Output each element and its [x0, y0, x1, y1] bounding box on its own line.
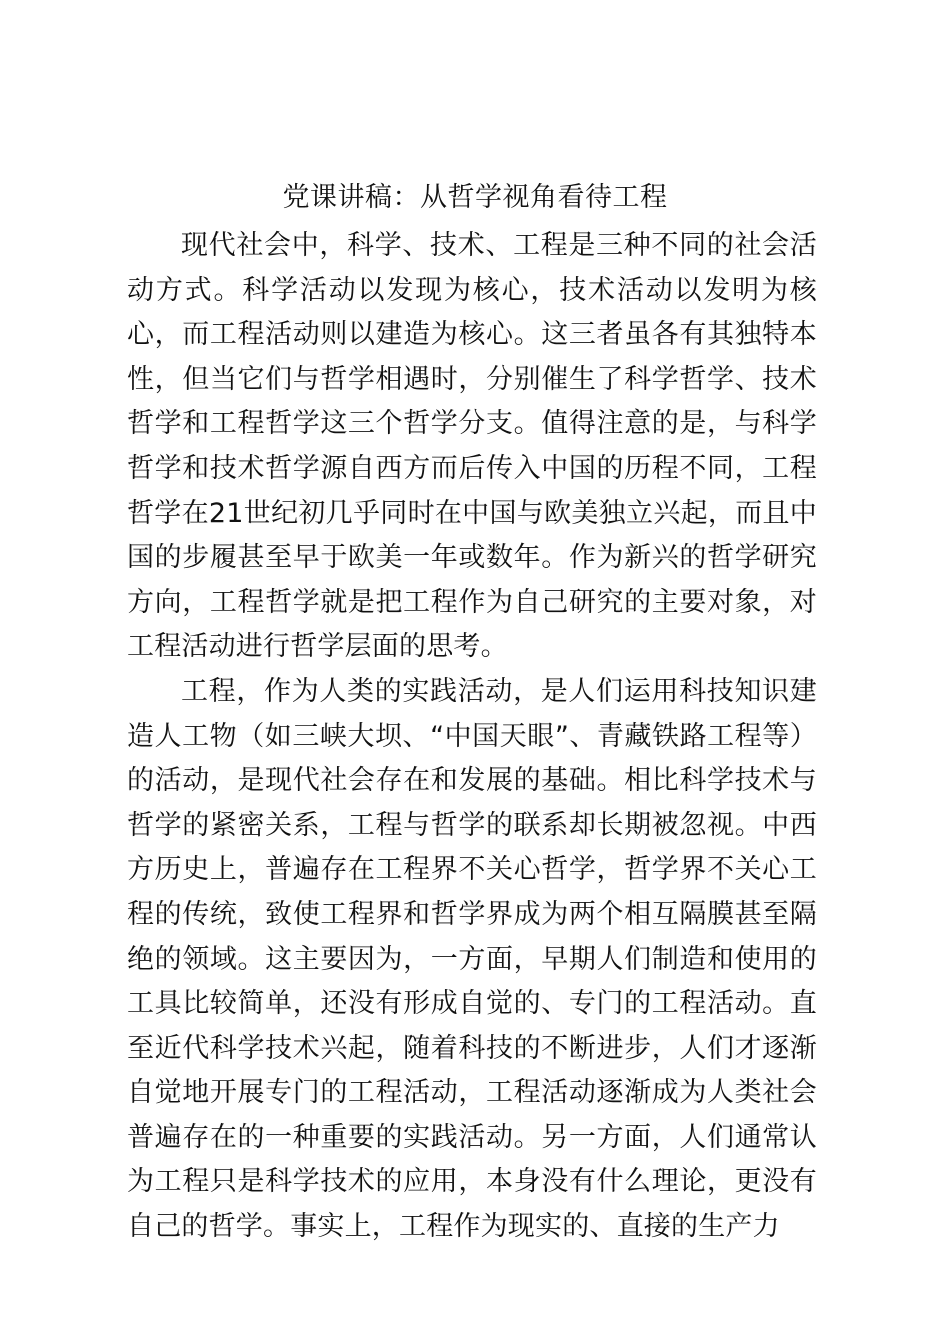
paragraph-2: 工程，作为人类的实践活动，是人们运用科技知识建造人工物（如三峡大坝、“中国天眼”、青藏铁路工程等）的活动，是现代社会存在和发展的基础。相比科学技术与哲学的紧密关系，工程与哲学的联系却长期被忽视。中西方历史上，普遍存在工程界不关心哲学，哲学界不关心工程的传统，致使工程界和哲学界成为两个相互隔膜甚至隔绝的领域。这主要因为，一方面，早期人们制造和使用的工具比较简单，还没有形成自觉的、专门的工程活动。直至近代科学技术兴起，随着科技的不断进步，人们才逐渐自觉地开展专门的工程活动，工程活动逐渐成为人类社会普遍存在的一种重要的实践活动。另一方面，人们通常认为工程只是科学技术的应用，本身没有什么理论，更没有自己的哲学。事实上，工程作为现实的、直接的生产力 [127, 675, 817, 1243]
paragraph-1: 现代社会中，科学、技术、工程是三种不同的社会活动方式。科学活动以发现为核心，技术活动以发明为核心，而工程活动则以建造为核心。这三者虽各有其独特本性，但当它们与哲学相遇时，分别催生了科学哲学、技术哲学和工程哲学这三个哲学分支。值得注意的是，与科学哲学和技术哲学源自西方而后传入中国的历程不同，工程哲学在21世纪初几乎同时在中国与欧美独立兴起，而且中国的步履甚至早于欧美一年或数年。作为新兴的哲学研究方向，工程哲学就是把工程作为自己研究的主要对象，对工程活动进行哲学层面的思考。 [127, 230, 817, 663]
document-title: 党课讲稿：从哲学视角看待工程 [282, 182, 668, 213]
document-body [127, 224, 817, 1250]
